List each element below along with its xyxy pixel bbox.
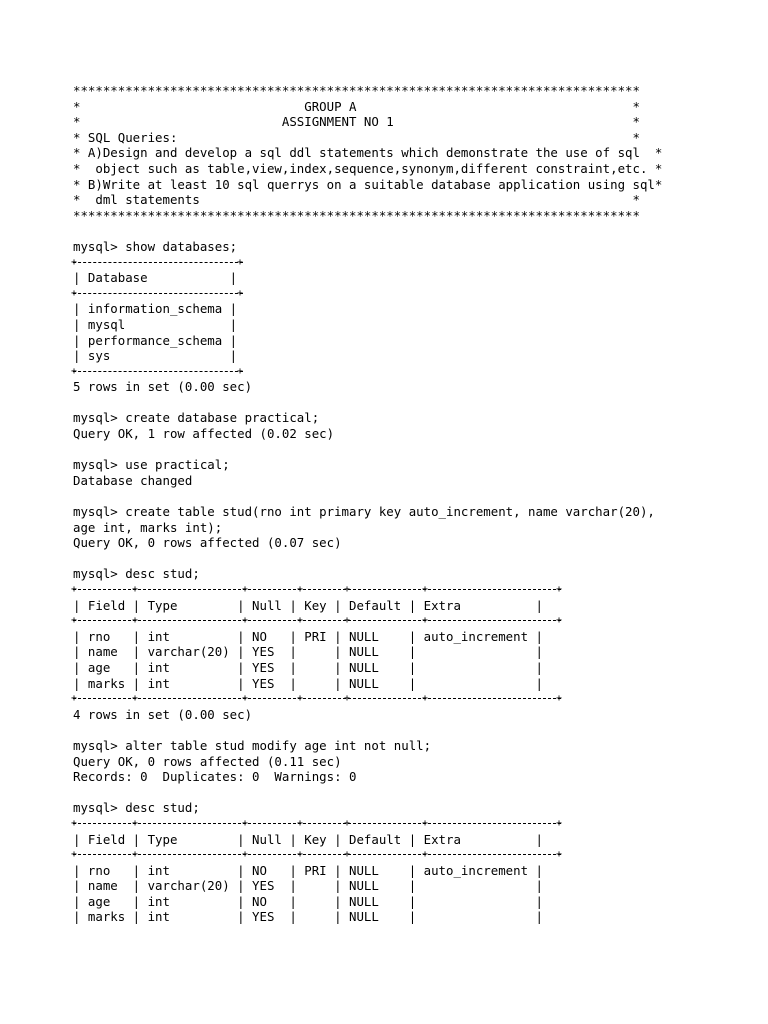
header-task-b-line2: * dml statements *	[73, 192, 640, 208]
table-row: | sys |	[73, 348, 238, 364]
header-sql-queries-line: * SQL Queries: *	[73, 129, 640, 145]
table-border: + + + + + + +	[73, 582, 753, 598]
command-line: mysql> create table stud(rno int primary key auto_increment, name varchar(20),	[73, 504, 655, 520]
desc-stud-block-2	[73, 800, 753, 925]
create-database-block	[73, 410, 753, 441]
blank-line	[73, 551, 753, 567]
header-task-a-line1: * A)Design and develop a sql ddl statements which demonstrate the use of sql *	[73, 145, 663, 161]
blank-line	[73, 442, 753, 458]
use-database-block	[73, 457, 753, 488]
table-row: | name | varchar(20) | YES | | NULL | |	[73, 644, 543, 660]
table-row: | rno | int | NO | PRI | NULL | auto_increment |	[73, 628, 543, 644]
result-line: Query OK, 0 rows affected (0.07 sec)	[73, 535, 342, 551]
table-row: | mysql |	[73, 316, 238, 332]
alter-table-block	[73, 738, 753, 785]
command-line: mysql> use practical;	[73, 457, 230, 473]
header-border-bottom: ****************************************************************************	[73, 207, 640, 223]
table-border: + + + + + + +	[73, 847, 753, 863]
create-table-block	[73, 504, 753, 551]
command-line-continued: age int, marks int);	[73, 519, 223, 535]
table-border: + +	[73, 364, 753, 380]
table-border: + + + + + + +	[73, 691, 753, 707]
blank-line	[73, 785, 753, 801]
show-databases-block	[73, 239, 753, 395]
records-line: Records: 0 Duplicates: 0 Warnings: 0	[73, 769, 357, 785]
table-border: + +	[73, 255, 753, 271]
table-header-row: | Field | Type | Null | Key | Default | Extra |	[73, 597, 543, 613]
table-border: + +	[73, 286, 753, 302]
table-header-row: | Field | Type | Null | Key | Default | Extra |	[73, 831, 543, 847]
result-line: Query OK, 0 rows affected (0.11 sec)	[73, 753, 342, 769]
assignment-header-box	[73, 83, 753, 223]
table-row: | age | int | YES | | NULL | |	[73, 659, 543, 675]
document-page	[73, 83, 753, 925]
table-row: | name | varchar(20) | YES | | NULL | |	[73, 878, 543, 894]
command-line: mysql> desc stud;	[73, 800, 200, 816]
header-group-line: * GROUP A *	[73, 98, 640, 114]
result-line: 5 rows in set (0.00 sec)	[73, 379, 253, 395]
desc-stud-block-1	[73, 566, 753, 722]
table-row: | performance_schema |	[73, 332, 238, 348]
table-border: + + + + + + +	[73, 816, 753, 832]
command-line: mysql> create database practical;	[73, 410, 320, 426]
header-border-top: ****************************************************************************	[73, 83, 640, 98]
command-line: mysql> desc stud;	[73, 566, 200, 582]
blank-line	[73, 722, 753, 738]
table-border: + + + + + + +	[73, 613, 753, 629]
header-assignment-line: * ASSIGNMENT NO 1 *	[73, 114, 640, 130]
blank-line	[73, 488, 753, 504]
table-row: | marks | int | YES | | NULL | |	[73, 675, 543, 691]
header-task-a-line2: * object such as table,view,index,sequence,synonym,different constraint,etc. *	[73, 160, 663, 176]
blank-line	[73, 395, 753, 411]
table-row: | age | int | NO | | NULL | |	[73, 893, 543, 909]
command-line: mysql> show databases;	[73, 238, 238, 254]
blank-line	[73, 223, 753, 239]
result-line: Query OK, 1 row affected (0.02 sec)	[73, 426, 335, 442]
result-line: 4 rows in set (0.00 sec)	[73, 706, 253, 722]
command-line: mysql> alter table stud modify age int not null;	[73, 737, 432, 753]
table-header-row: | Database |	[73, 270, 238, 286]
table-row: | information_schema |	[73, 301, 238, 317]
result-line: Database changed	[73, 472, 193, 488]
header-task-b-line1: * B)Write at least 10 sql querrys on a suitable database application using sql*	[73, 176, 663, 192]
table-row: | rno | int | NO | PRI | NULL | auto_increment |	[73, 862, 543, 878]
table-row: | marks | int | YES | | NULL | |	[73, 909, 543, 925]
